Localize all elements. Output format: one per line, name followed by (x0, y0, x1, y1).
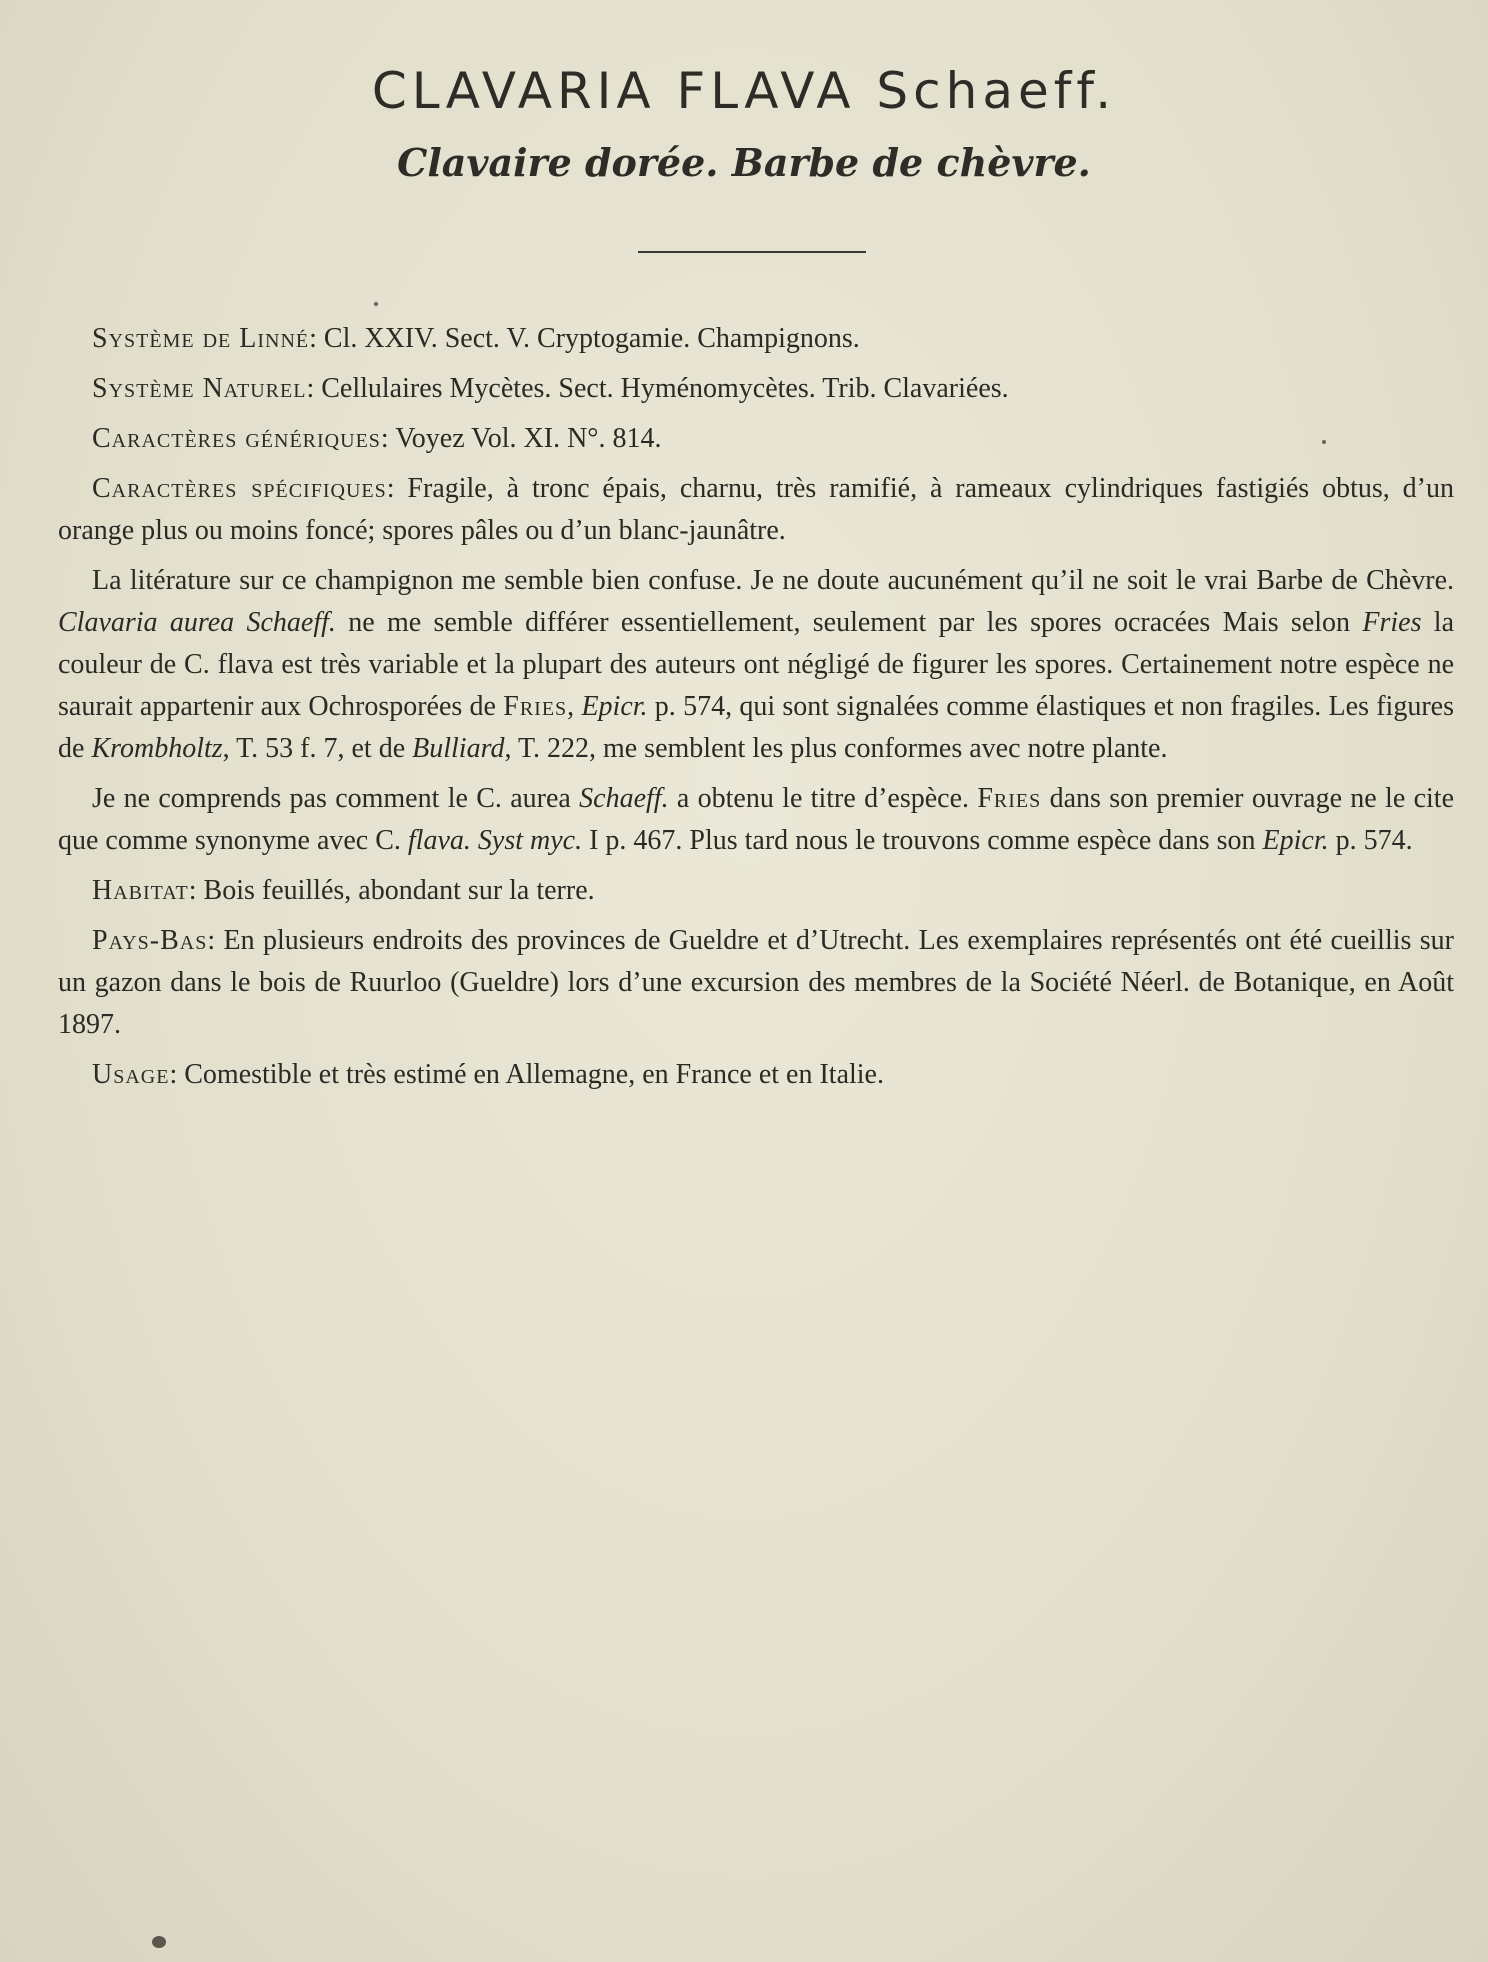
section-specifiques (58, 468, 1454, 552)
section-text: Comestible et très estimé en Allemagne, en France et en Italie. (184, 1059, 884, 1090)
label-separator: : (380, 423, 396, 454)
section-label: Système Naturel (92, 373, 307, 404)
section-text: Fragile, à tronc épais, charnu, très ramifié, à rameaux cylindriques fastigiés obtus, d’un orange plus ou moins foncé; spores pâles ou d’un blanc-jaunâtre. (58, 473, 1455, 546)
label-separator: : (169, 1059, 185, 1090)
section-linne (58, 318, 1454, 360)
ink-blot (152, 1936, 166, 1948)
section-text: Bois feuillés, abondant sur la terre. (203, 875, 595, 906)
text-run: dans son premier ouvrage ne le cite que comme synonyme avec C. (58, 783, 1454, 856)
text-run: p. 574. (1328, 825, 1413, 856)
paragraph-comprends (58, 778, 1454, 862)
section-usage (58, 1054, 1454, 1096)
label-separator: : (309, 323, 324, 354)
italic-run: Krombholtz (91, 733, 223, 764)
italic-run: Epicr. (1262, 825, 1329, 856)
text-run: p. 574, qui sont signalées comme élastiques et non fragiles. Les figures de (58, 691, 1454, 764)
label-separator: : (207, 925, 224, 956)
section-text: En plusieurs endroits des provinces de Gueldre et d’Utrecht. Les exemplaires représentés ont été cueillis sur un gazon dans le bois de Ruurloo (Gueldre) lors d’une excursion des membres de la Société Néerl. de Botanique, en Août 1897. (58, 925, 1455, 1040)
section-text: Cl. XXIV. Sect. V. Cryptogamie. Champignons. (323, 323, 860, 354)
text-run: la couleur de C. flava est très variable et la plupart des auteurs ont négligé de figurer les spores. Certainement notre espèce ne saurait appartenir aux Ochrosporées de (58, 607, 1454, 722)
italic-run: Schaeff. (579, 783, 669, 814)
section-text: Cellulaires Mycètes. Sect. Hyménomycètes. Trib. Clavariées. (321, 373, 1009, 404)
label-separator: : (188, 875, 204, 906)
smallcaps-run: Fries (977, 783, 1042, 814)
label-separator: : (386, 473, 408, 504)
italic-run: Clavaria aurea Schaeff. (58, 607, 336, 638)
section-label: Pays-Bas (92, 925, 208, 956)
title-divider (638, 251, 866, 253)
italic-run: Fries (1362, 607, 1422, 638)
paragraph-literature (58, 560, 1454, 770)
section-paysbas (58, 920, 1454, 1046)
section-label: Habitat (92, 875, 189, 906)
section-label: Système de Linné (92, 323, 310, 354)
section-label: Usage (92, 1059, 170, 1090)
page-subtitle: Clavaire dorée. Barbe de chèvre. (397, 140, 1091, 185)
text-run: Je ne comprends pas comment le C. aurea (92, 783, 580, 814)
section-label: Caractères génériques (92, 423, 381, 454)
text-run: I p. 467. Plus tard nous le trouvons comme espèce dans son (582, 825, 1263, 856)
text-run: a obtenu le titre d’espèce. (668, 783, 978, 814)
text-run: , (567, 691, 582, 722)
italic-run: flava. Syst myc. (407, 825, 583, 856)
label-separator: : (306, 373, 322, 404)
paper-speck (374, 302, 378, 306)
text-run: , T. 53 f. 7, et de (222, 733, 413, 764)
italic-run: Bulliard (412, 733, 505, 764)
section-habitat (58, 870, 1454, 912)
section-label: Caractères spécifiques (92, 473, 387, 504)
section-generiques (58, 418, 1454, 460)
page-title: CLAVARIA FLAVA Schaeff. (371, 62, 1117, 120)
text-run: La litérature sur ce champignon me semble bien confuse. Je ne doute aucunément qu’il ne soit le vrai Barbe de Chèvre. (92, 565, 1454, 596)
article-body (58, 318, 1454, 1104)
section-naturel (58, 368, 1454, 410)
text-run: ne me semble différer essentiellement, seulement par les spores ocracées Mais selon (335, 607, 1363, 638)
smallcaps-run: Fries (503, 691, 568, 722)
italic-run: Epicr. (581, 691, 648, 722)
text-run: , T. 222, me semblent les plus conformes avec notre plante. (504, 733, 1168, 764)
section-text: Voyez Vol. XI. N°. 814. (395, 423, 662, 454)
